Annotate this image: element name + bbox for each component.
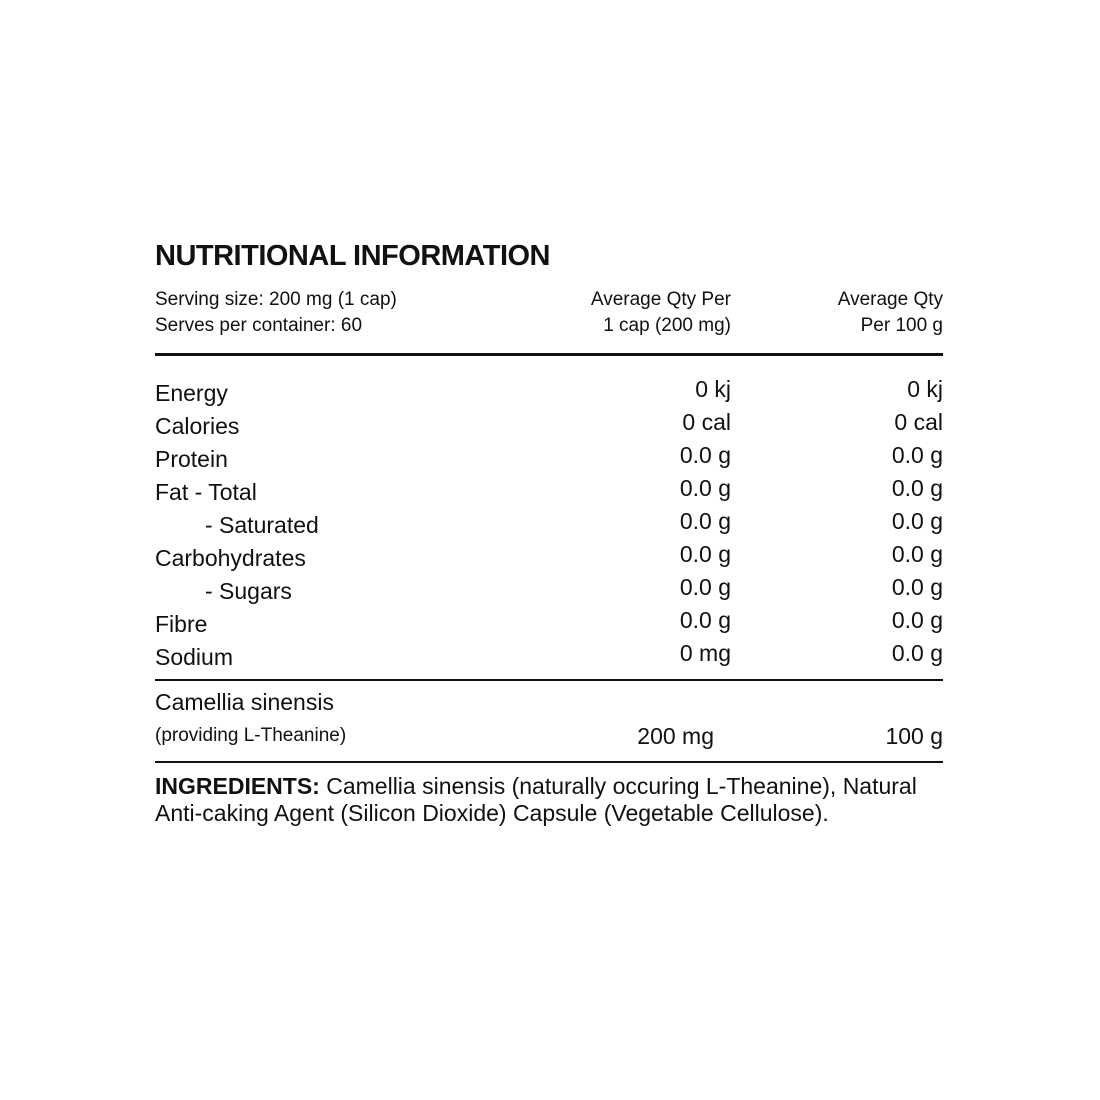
- per-serve-value: 0.0 g: [679, 541, 731, 567]
- per-100g-value: 0.0 g: [891, 508, 943, 534]
- nutrient-row: [155, 642, 943, 675]
- active-per-serve: 200 mg: [637, 723, 714, 749]
- per-serve-value: 0.0 g: [679, 442, 731, 468]
- per-serve-value: 0 mg: [679, 640, 731, 666]
- active-per-100g: 100 g: [885, 723, 943, 749]
- divider: [155, 353, 943, 356]
- nutrient-row: [155, 510, 943, 543]
- nutrient-label: - Saturated: [205, 512, 319, 538]
- nutrient-label: Carbohydrates: [155, 545, 306, 571]
- serving-info: [155, 287, 397, 339]
- nutrient-row: [155, 576, 943, 609]
- divider: [155, 761, 943, 763]
- column-header-line: Per 100 g: [860, 315, 943, 336]
- active-name: Camellia sinensis: [155, 689, 334, 715]
- per-100g-value: 0.0 g: [891, 607, 943, 633]
- per-serve-value: 0.0 g: [679, 508, 731, 534]
- nutrient-label: - Sugars: [205, 578, 292, 604]
- per-serve-value: 0 kj: [695, 376, 731, 402]
- active-sub: (providing L-Theanine): [155, 725, 347, 746]
- nutrient-label: Energy: [155, 380, 228, 406]
- per-100g-value: 0 cal: [894, 409, 943, 435]
- nutrient-row: [155, 411, 943, 444]
- ingredients-label: INGREDIENTS:: [155, 773, 320, 799]
- column-header-line: Average Qty Per: [590, 289, 731, 310]
- nutrient-row: [155, 543, 943, 576]
- nutrient-row: [155, 609, 943, 642]
- column-header-per-100g: [838, 287, 943, 339]
- nutrient-row: [155, 378, 943, 411]
- ingredients-text: Camellia sinensis (naturally occuring L-Theanine), Natural Anti-caking Agent (Silicon Dioxide) Capsule (Vegetable Cellulose).: [155, 773, 917, 826]
- column-header-line: Average Qty: [837, 289, 943, 310]
- column-header-line: 1 cap (200 mg): [603, 315, 731, 336]
- ingredients: [155, 773, 945, 827]
- nutrient-label: Fat - Total: [155, 479, 257, 505]
- nutrient-label: Sodium: [155, 644, 233, 670]
- nutrient-row: [155, 444, 943, 477]
- per-serve-value: 0.0 g: [679, 607, 731, 633]
- per-100g-value: 0.0 g: [891, 442, 943, 468]
- nutrient-label: Calories: [155, 413, 240, 439]
- divider: [155, 679, 943, 681]
- nutrient-label: Protein: [155, 446, 228, 472]
- serving-size: Serving size: 200 mg (1 cap): [155, 289, 397, 310]
- per-100g-value: 0.0 g: [891, 475, 943, 501]
- per-serve-value: 0.0 g: [679, 574, 731, 600]
- per-100g-value: 0.0 g: [891, 541, 943, 567]
- per-100g-value: 0.0 g: [891, 640, 943, 666]
- per-100g-value: 0.0 g: [891, 574, 943, 600]
- per-serve-value: 0 cal: [682, 409, 731, 435]
- nutrient-row: [155, 477, 943, 510]
- per-serve-value: 0.0 g: [679, 475, 731, 501]
- per-100g-value: 0 kj: [907, 376, 943, 402]
- serves-per-container: Serves per container: 60: [155, 315, 363, 336]
- column-header-per-serve: [591, 287, 731, 339]
- panel-title: NUTRITIONAL INFORMATION: [155, 240, 550, 272]
- nutrient-label: Fibre: [155, 611, 208, 637]
